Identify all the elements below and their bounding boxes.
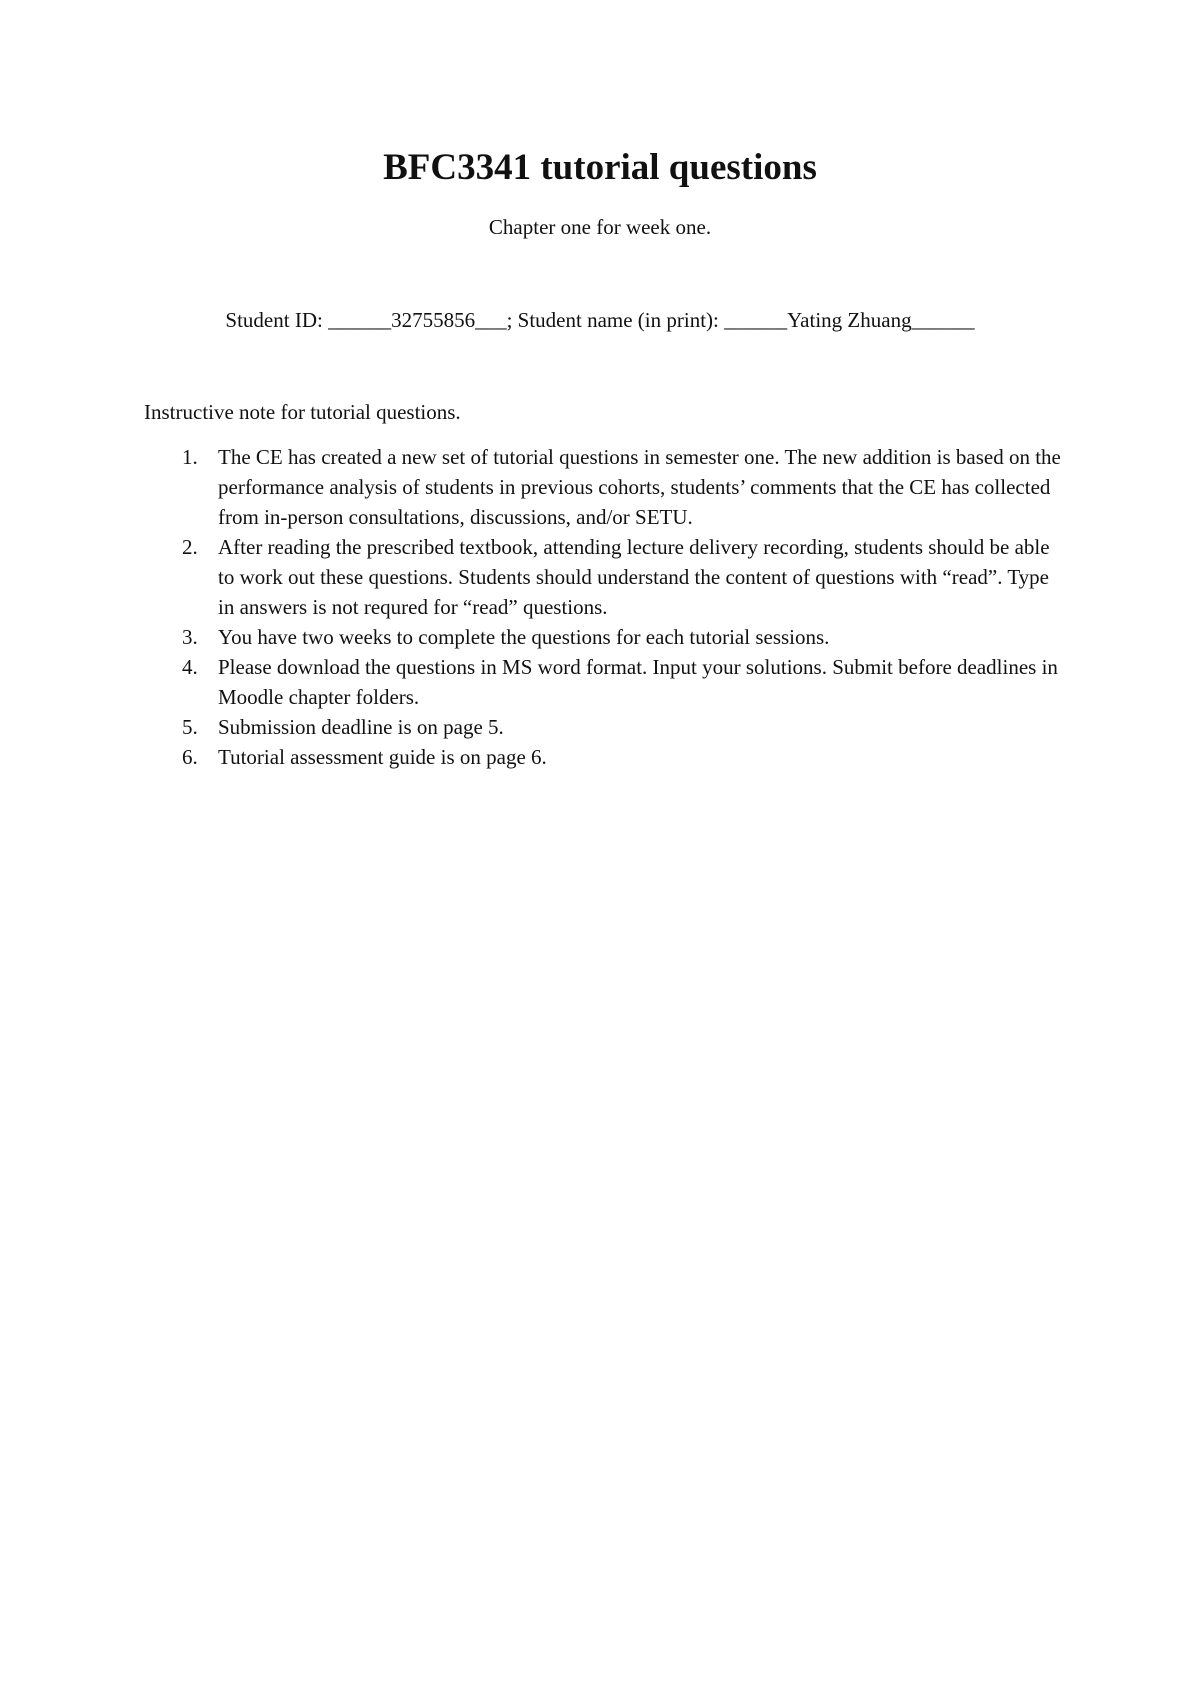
instruction-list (144, 442, 1064, 772)
list-item-number: 4. (182, 655, 198, 679)
list-item (144, 712, 1064, 742)
list-item-number: 3. (182, 625, 198, 649)
page-title: BFC3341 tutorial questions (383, 147, 817, 188)
list-item-text: The CE has created a new set of tutorial questions in semester one. The new addition is based on the performance analysis of students in previous cohorts, students’ comments that the CE has collected from in-person consultations, discussions, and/or SETU. (218, 445, 1061, 529)
list-item-text: You have two weeks to complete the questions for each tutorial sessions. (218, 625, 830, 649)
list-item-number: 1. (182, 445, 198, 469)
student-info-line: Student ID: ______32755856___; Student name (in print): ______Yating Zhuang______ (225, 308, 975, 332)
list-item (144, 652, 1064, 712)
page-subtitle: Chapter one for week one. (488, 215, 712, 239)
list-item-text: Submission deadline is on page 5. (218, 715, 504, 739)
list-item-number: 6. (182, 745, 198, 769)
list-item-text: Tutorial assessment guide is on page 6. (218, 745, 547, 769)
list-item-text: After reading the prescribed textbook, attending lecture delivery recording, students should be able to work out these questions. Students should understand the content of questions with “read”. Type in answers is not requred for “read” questions. (218, 535, 1050, 619)
list-item (144, 742, 1064, 772)
list-item (144, 442, 1064, 532)
list-item (144, 532, 1064, 622)
list-item-number: 2. (182, 535, 198, 559)
note-heading: Instructive note for tutorial questions. (144, 400, 461, 424)
list-item (144, 622, 1064, 652)
list-item-text: Please download the questions in MS word format. Input your solutions. Submit before deadlines in Moodle chapter folders. (218, 655, 1058, 709)
list-item-number: 5. (182, 715, 198, 739)
